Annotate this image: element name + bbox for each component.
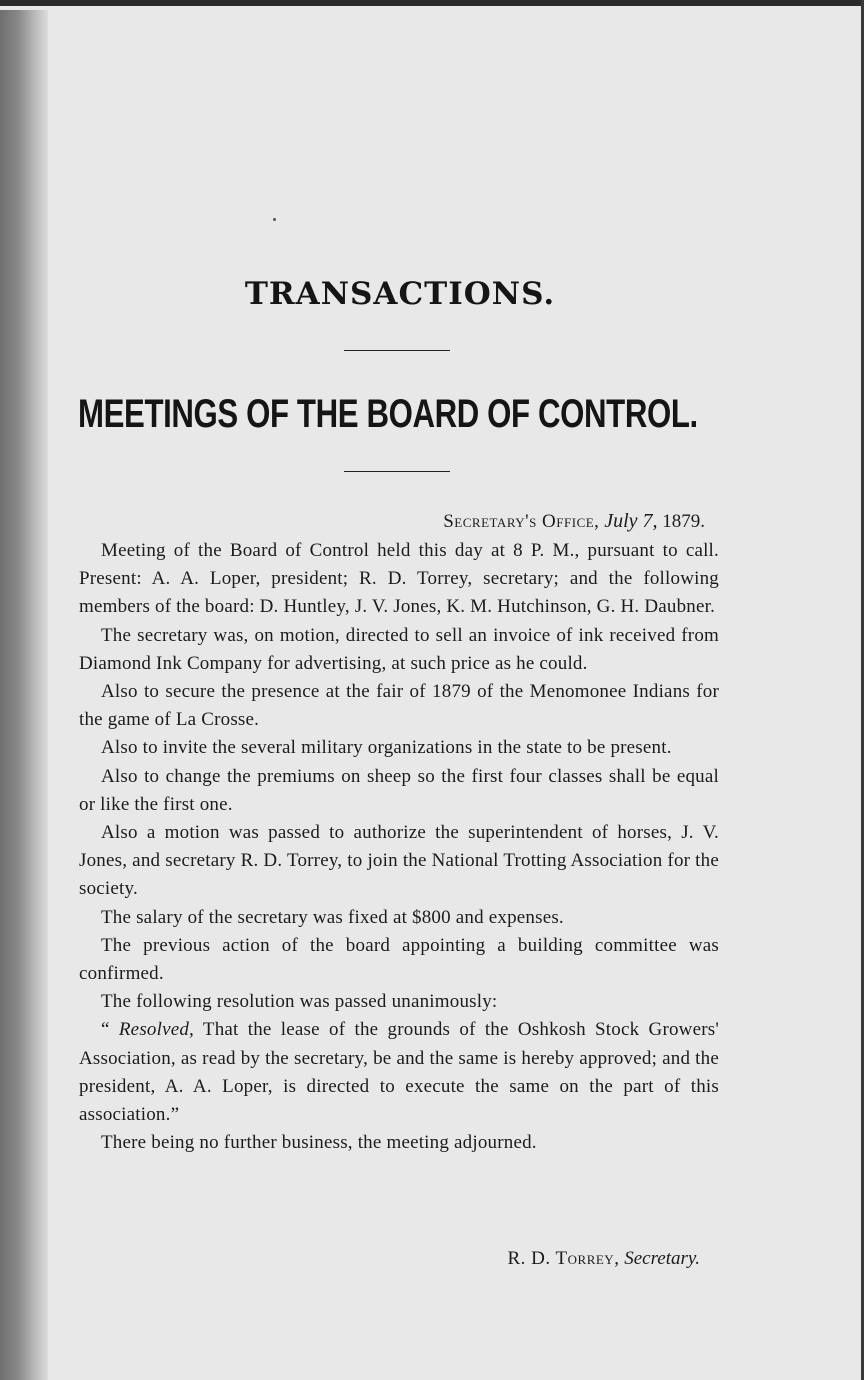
paragraph: Meeting of the Board of Control held this day at 8 P. M., pursuant to call. Present: A. A. Loper, president; R. D. Torrey, secretary; and the following members of the board: D. Huntley, J. V. Jones, K. M. Hutchinson, G. H. Daubner. [79,540,719,618]
paragraph: Also to secure the presence at the fair of 1879 of the Menomonee Indians for the game of La Crosse. [79,681,719,731]
paragraph: Also a motion was passed to authorize the superintendent of horses, J. V. Jones, and secretary R. D. Torrey, to join the National Trotting Association for the society. [79,822,719,900]
divider-rule [344,471,450,472]
page-title: TRANSACTIONS. [244,276,556,312]
section-heading: MEETINGS OF THE BOARD OF CONTROL. [78,392,698,436]
minutes-body [79,537,719,1157]
book-binding-edge [0,10,48,1380]
resolution-keyword: Resolved, [118,1019,195,1041]
paragraph: The salary of the secretary was fixed at $800 and expenses. [101,906,564,928]
dateline-office: Secretary's Office, [443,511,600,532]
divider-rule [344,350,450,351]
ink-speck [273,218,276,221]
resolution-paragraph [79,1016,719,1129]
resolution-text: That the lease of the grounds of the Oshkosh Stock Growers' Association, as read by the secretary, be and the same is hereby approved; and the president, A. A. Loper, is directed to execute the same on the part of this association.” [79,1019,719,1126]
paragraph: The secretary was, on motion, directed to sell an invoice of ink received from Diamond Ink Company for advertising, at such price as he could. [79,624,719,674]
dateline-year: 1879. [662,511,705,532]
paragraph: Also to change the premiums on sheep so the first four classes shall be equal or like the first one. [79,765,719,815]
dateline-date: July 7, [604,510,658,532]
open-quote: “ [101,1019,110,1041]
dateline [80,510,705,533]
paragraph: The previous action of the board appointing a building committee was confirmed. [79,934,719,985]
paragraph: The following resolution was passed unanimously: [101,991,498,1013]
signature-title: Secretary. [624,1248,700,1269]
signature-name: R. D. Torrey, [507,1248,620,1269]
closing-paragraph: There being no further business, the meeting adjourned. [101,1132,537,1154]
paragraph: Also to invite the several military organizations in the state to be present. [101,737,672,759]
signature [80,1248,700,1270]
